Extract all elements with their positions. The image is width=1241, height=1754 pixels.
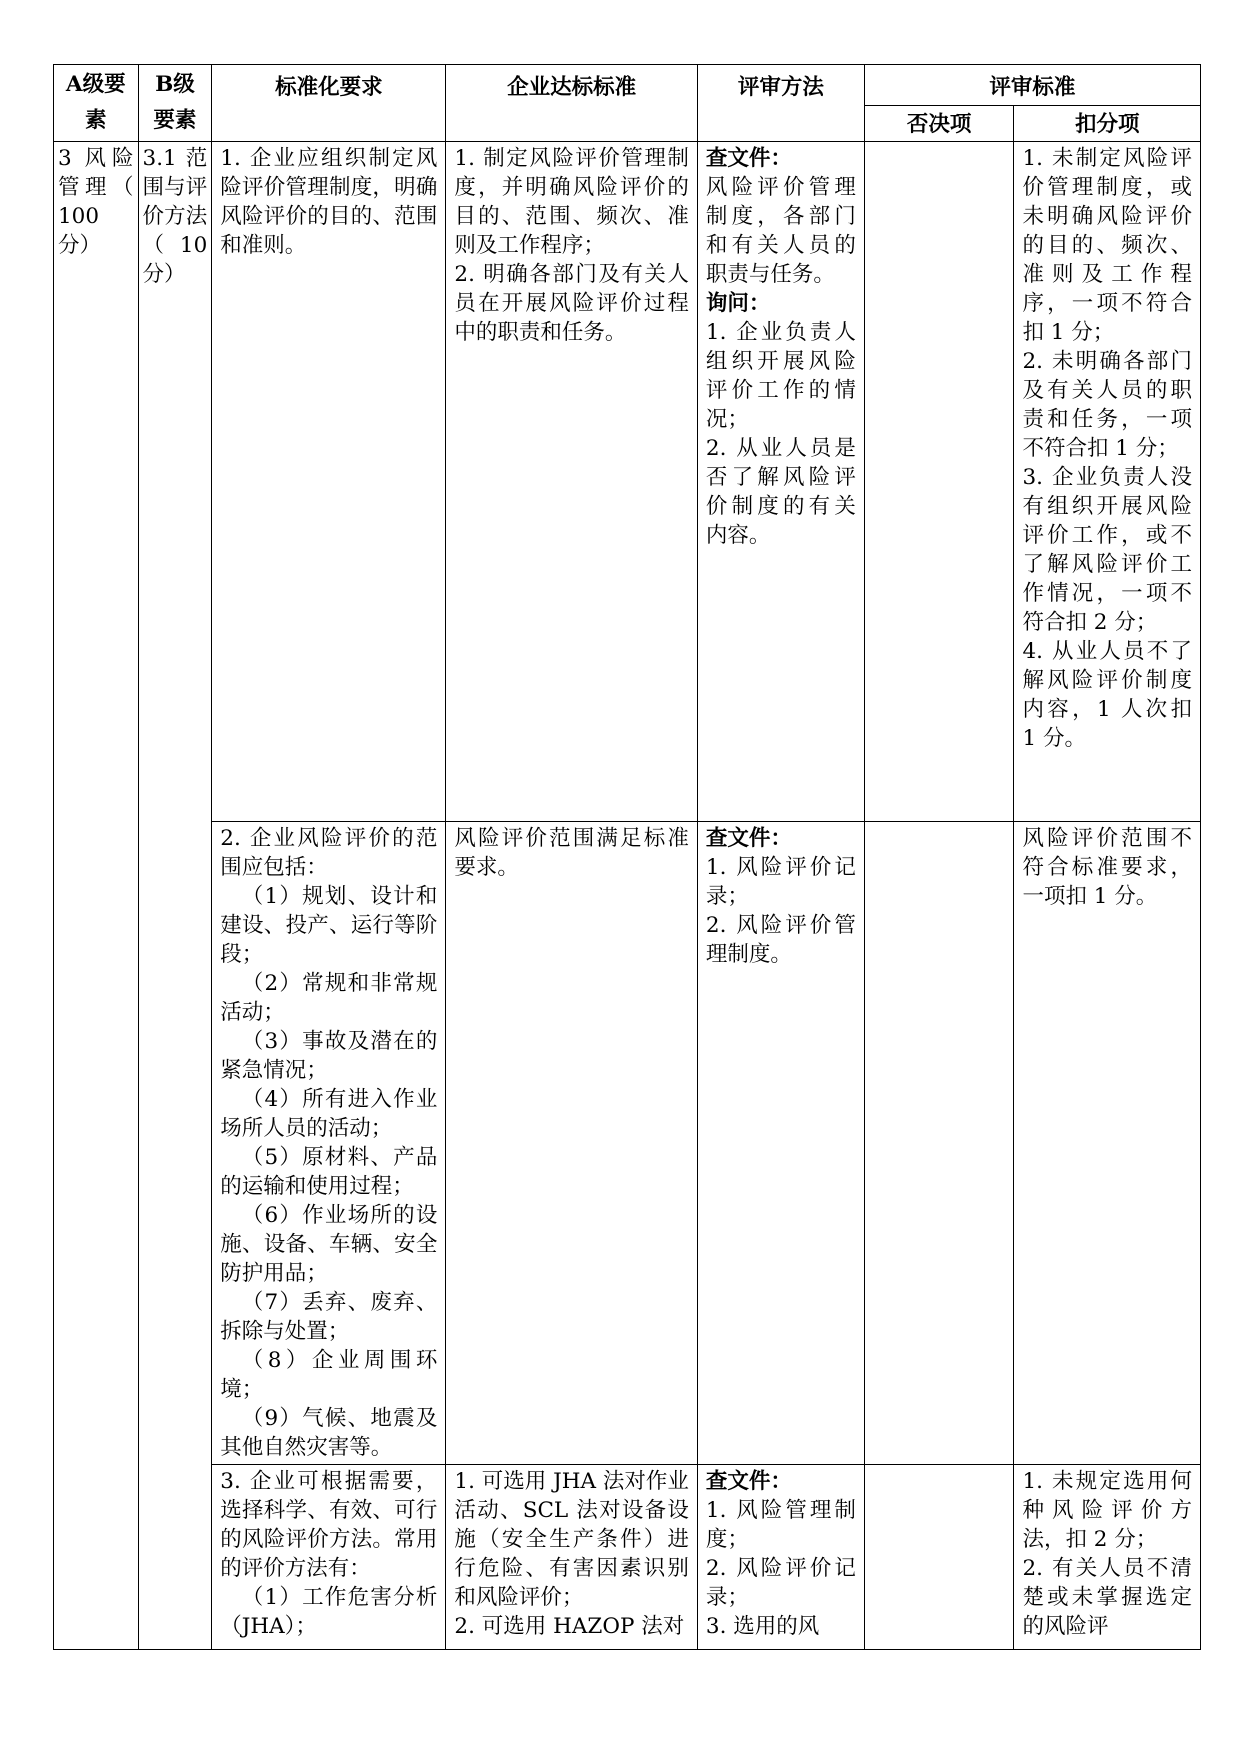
requirement-text: 2. 企业风险评价的范围应包括：	[220, 826, 438, 880]
requirement-cell	[212, 142, 446, 822]
method-item: 1. 风险评价记录；	[705, 855, 856, 909]
standard-item: 2. 可选用 HAZOP 法对	[454, 1614, 685, 1639]
method-heading: 查文件：	[705, 146, 792, 171]
requirement-item: （3）事故及潜在的紧急情况；	[220, 1029, 438, 1083]
requirement-item: （1）工作危害分析（JHA）；	[220, 1585, 438, 1639]
a-element-cell: 3 风险管理（ 100 分）	[54, 142, 139, 1650]
method-item: 3. 选用的风	[705, 1614, 820, 1639]
requirement-cell	[212, 822, 446, 1465]
requirement-item: （4）所有进入作业场所人员的活动；	[220, 1087, 438, 1141]
requirement-cell	[212, 1465, 446, 1650]
deduction-item: 4. 从业人员不了解风险评价制度内容，1 人次扣 1 分。	[1022, 639, 1192, 751]
method-heading: 询问：	[705, 291, 771, 316]
veto-cell	[864, 822, 1014, 1465]
veto-cell	[864, 1465, 1014, 1650]
requirement-item: （8）企业周围环境；	[220, 1348, 438, 1402]
deduction-item: 2. 有关人员不清楚或未掌握选定的风险评	[1022, 1556, 1192, 1639]
table-row	[54, 142, 1201, 822]
header-review-method: 评审方法	[697, 65, 864, 142]
requirement-item: （1）规划、设计和建设、投产、运行等阶段；	[220, 884, 438, 967]
table-row	[54, 1465, 1201, 1650]
standard-table	[53, 64, 1201, 1650]
header-enterprise-standard: 企业达标标准	[446, 65, 698, 142]
header-deduction: 扣分项	[1014, 106, 1201, 142]
method-heading: 查文件：	[705, 1469, 792, 1494]
method-item: 风险评价管理制度，各部门和有关人员的职责与任务。	[705, 175, 856, 287]
deduction-cell	[1014, 142, 1201, 822]
header-row-1	[54, 65, 1201, 106]
veto-cell	[864, 142, 1014, 822]
header-requirement: 标准化要求	[212, 65, 446, 142]
header-a-level: A级要素	[54, 65, 139, 142]
header-review-standard: 评审标准	[864, 65, 1200, 106]
standard-item: 风险评价范围满足标准要求。	[454, 826, 689, 880]
deduction-item: 1. 未规定选用何种风险评价方法，扣 2 分；	[1022, 1469, 1192, 1552]
standard-cell	[446, 822, 698, 1465]
b-element-cell: 3.1 范围与评价方法（10 分）	[138, 142, 212, 1650]
table-row	[54, 822, 1201, 1465]
method-item: 2. 风险评价记录；	[705, 1556, 856, 1610]
requirement-item: （7）丢弃、废弃、拆除与处置；	[220, 1290, 438, 1344]
requirement-text: 1. 企业应组织制定风险评价管理制度，明确风险评价的目的、范围和准则。	[220, 146, 438, 258]
method-item: 1. 风险管理制度；	[705, 1498, 856, 1552]
method-cell	[697, 822, 864, 1465]
method-item: 2. 从业人员是否了解风险评价制度的有关内容。	[705, 436, 856, 548]
deduction-item: 1. 未制定风险评价管理制度，或未明确风险评价的目的、频次、准则及工作程序，一项不符合扣 1 分；	[1022, 146, 1192, 345]
standard-cell	[446, 142, 698, 822]
header-veto: 否决项	[864, 106, 1014, 142]
standard-cell	[446, 1465, 698, 1650]
method-item: 2. 风险评价管理制度。	[705, 913, 856, 967]
deduction-cell	[1014, 1465, 1201, 1650]
requirement-item: （6）作业场所的设施、设备、车辆、安全防护用品；	[220, 1203, 438, 1286]
requirement-text: 3. 企业可根据需要，选择科学、有效、可行的风险评价方法。常用的评价方法有：	[220, 1469, 438, 1581]
deduction-item: 3. 企业负责人没有组织开展风险评价工作，或不了解风险评价工作情况，一项不符合扣 2 分；	[1022, 465, 1192, 635]
method-cell	[697, 142, 864, 822]
deduction-item: 风险评价范围不符合标准要求，一项扣 1 分。	[1022, 826, 1192, 909]
standard-item: 1. 可选用 JHA 法对作业活动、SCL 法对设备设施（安全生产条件）进行危险、有害因素识别和风险评价；	[454, 1469, 689, 1610]
requirement-item: （2）常规和非常规活动；	[220, 971, 438, 1025]
deduction-cell	[1014, 822, 1201, 1465]
method-cell	[697, 1465, 864, 1650]
standard-item: 1. 制定风险评价管理制度，并明确风险评价的目的、范围、频次、准则及工作程序；	[454, 146, 689, 258]
method-item: 1. 企业负责人组织开展风险评价工作的情况；	[705, 320, 856, 432]
standard-item: 2. 明确各部门及有关人员在开展风险评价过程中的职责和任务。	[454, 262, 689, 345]
requirement-item: （9）气候、地震及其他自然灾害等。	[220, 1406, 438, 1460]
header-b-level: B级要素	[138, 65, 212, 142]
deduction-item: 2. 未明确各部门及有关人员的职责和任务，一项不符合扣 1 分；	[1022, 349, 1192, 461]
requirement-item: （5）原材料、产品的运输和使用过程；	[220, 1145, 438, 1199]
method-heading: 查文件：	[705, 826, 792, 851]
